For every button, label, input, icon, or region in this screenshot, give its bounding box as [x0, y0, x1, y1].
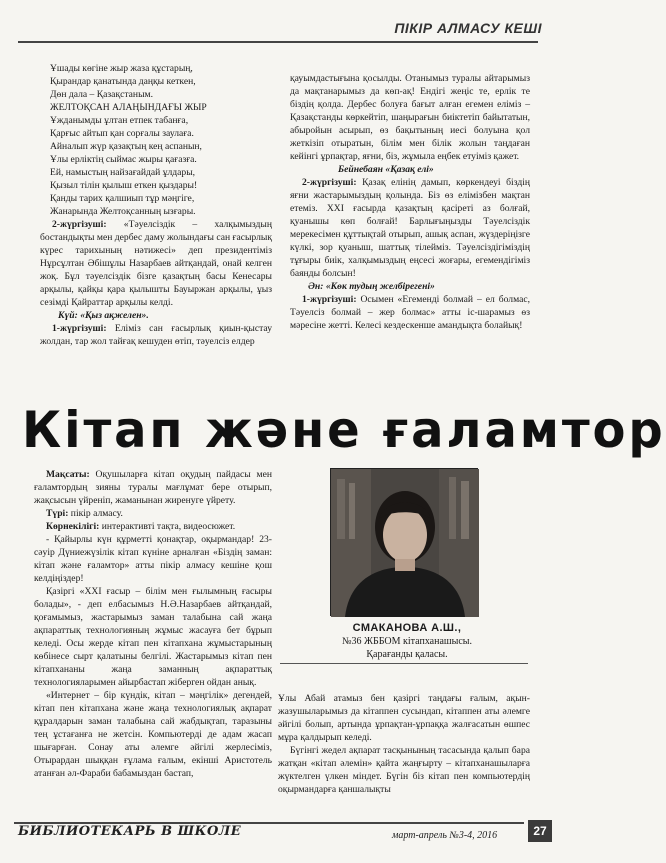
top-left-column — [40, 62, 272, 382]
paragraph-text: Қазақ елінің дамып, көркендеуі біздің яғни жастарымыздың қолында. Біз өз елімізбен мақтан етеміз. XXI ғасырда қазақтың қасіреті аз болғай, қуанышы көп болғай! Барлығыңызды Тәуелсіздік мерекесімен құттықтай отырып, ашық аспан, жүздеріңізге күлкі, зор қуаныш, шаттық тілейміз. Тәуелсіздігіміздің тұғыры биік, халқымыздың еңсесі жоғары, егемендігіміз баянды болсын! — [290, 177, 530, 279]
cue-label: Бейнебаян — [338, 164, 383, 175]
speaker-label: 1-жүргізуші: — [302, 294, 357, 305]
paragraph-text: «Тәуелсіздік – халқымыздың бостандықты мен дербес даму жолындағы сан ғасырлық күрес тарихының нәтижесі» деп президентіміз Нұрсұлтан Әбішұлы Назарбаев айтқандай, онай келген жоқ. Бұл тәуелсіздік бізге қазақтың басы Кенесары арқылы, қайқы қара қылышты Бауыржан арқылы, ұыз сезімді Қайраттар арқылы келді. — [40, 219, 272, 308]
cue-title: «Қазақ елі» — [383, 164, 434, 175]
author-city: Қарағанды қаласы. — [366, 649, 448, 660]
paragraph — [290, 293, 530, 332]
poem-line: Қызыл тілін қылыш еткен қыздары! — [50, 180, 198, 191]
paragraph — [290, 176, 530, 280]
poem-line: Ұжданымды ұлтан етпек табанға, — [50, 115, 189, 126]
author-position: №36 ЖББОМ кітапханашысы. — [342, 636, 472, 647]
poem-line: Жанарында Желтоқсанның ызғары. — [50, 206, 196, 217]
poem-line: Ұшады көгіне жыр жаза құстарың, — [50, 63, 193, 74]
aim-label: Мақсаты: — [46, 469, 90, 480]
paragraph — [40, 322, 272, 348]
author-caption — [292, 622, 522, 661]
poem-line: Қанды тарих қалшиып тұр мәңгіге, — [50, 193, 195, 204]
song-cue — [290, 280, 530, 293]
poem-line: Дөн дала – Қазақстаным. — [50, 89, 153, 100]
paragraph: Бүгінгі жедел ақпарат тасқынының тасасында қалып бара жатқан «кітап әлемін» қайта жаңғырту – кітапханашыларға жүктелген үлкен міндет. Бүгін біз кітап пен компьютердің оқырмандарға қаншалықты — [278, 745, 530, 795]
paragraph-text: Осымен «Егемендi болмай – ел болмас, Тәуелсіз болмай – жер болмас» атты іс-шарамыз өз мәресіне жетті. Келесі кездескенше амандықта болайық! — [290, 294, 530, 331]
speaker-label: 2-жүргізуші: — [52, 219, 107, 230]
paragraph-text: Еліміз сан ғасырлық қиын-қыстау жолдан, тар жол тайғақ кешуден өтіп, тәуелсіз елдер — [40, 323, 272, 347]
visual-label: Көрнекілігі: — [46, 521, 100, 532]
cue-title: «Қыз ақжелен». — [77, 310, 149, 321]
paragraph — [40, 218, 272, 309]
article-right-column — [278, 692, 530, 820]
author-photo — [330, 468, 478, 616]
poem-title: ЖЕЛТОҚСАН АЛАҢЫНДАҒЫ ЖЫР — [50, 102, 207, 113]
article-title: Кітап және ғаламтор — [22, 401, 666, 459]
type-text: пікір алмасу. — [68, 508, 123, 519]
poem-line: Қырандар қанатында даңқы кеткен, — [50, 76, 196, 87]
cue-label: Күй: — [58, 310, 78, 321]
article-left-column — [34, 468, 272, 820]
poem-line: Қарғыс айтып қан сорғалы заулаға. — [50, 128, 194, 139]
paragraph: «Интернет – бір күндік, кітап – мәңгілік» дегендей, кітап пен кітапхана және жаңа технологиялық ақпарат құралдарын заман талабына сай жабдықтап, таразыны тең ұстағанға не жетсін. Компьютерді де адам жасап шығарған. Сонау аты әлемге әйгілі жерлесіміз, Отырардан шыққан ғұлама ғалым, екінші Аристотель атанған әл-Фараби бабамыздан бастап, — [34, 690, 272, 779]
header-divider — [18, 41, 538, 43]
speaker-label: 1-жүргізуші: — [52, 323, 107, 334]
paragraph: Қазіргі «XXI ғасыр – білім мен ғылымның ғасыры болады», - деп елбасымыз Н.Ә.Назарбаев айтқандай, қоғамымыз, жастарымыз заман талабына сай жаңа ақпараттық технологияның жұмыс жасауға бет бұрып келеді. Осы жерде кітап пен кітапхана жұмыстарының көбінесе сырт қалатыны белгілі. Жастарымыз кітап пен кітапхананы жаңа заманның ақпараттық технологияларымен айырбастап жіберген ойдан анық. — [34, 586, 272, 688]
music-cue — [40, 309, 272, 322]
page-number: 27 — [528, 820, 552, 842]
visual-line — [34, 520, 272, 533]
poem-line: Айналып жүр қазақтың кең аспанын, — [50, 141, 202, 152]
aim-text: Оқушыларға кітап оқудың пайдасы мен ғаламтордың зияны туралы мағлұмат бере отырып, жақсысын үйреніп, жаманынан жиренуге үйрету. — [34, 469, 272, 506]
paragraph: Ұлы Абай атамыз бен қазіргі таңдағы ғалым, ақын-жазушыларымыз да кітаппен сусындап, кітаппен аты әлемге әйгілі болып, артында ұрпақтан-ұрпаққа жалғасатын өшпес мұра қалдырып келеді. — [278, 693, 530, 743]
paragraph: қауымдастығына қосылды. Отанымыз туралы айтарымыз да мақтанарымыз да көп-ақ! Ендігі жеңіс те, ерлік те біздің қолда. Дербес болуға бағыт алған егемен еліміз – Қазақстанды көркейтіп, шаңырағын биіктетіп байытатын, абыройын асырып, өз бақытының иесі болуына қол жеткізіп отыратын, білім мен білік жолын таңдаған кейінгі ұрпақтар, яғни, біз, жұмыла еңбек етуіміз қажет. — [290, 73, 530, 162]
type-line — [34, 507, 272, 520]
cue-label: Ән: — [308, 281, 324, 292]
portrait-image — [331, 469, 479, 617]
journal-name: БИБЛИОТЕКАРЬ В ШКОЛЕ — [18, 824, 242, 839]
aim-line — [34, 468, 272, 507]
top-right-column — [290, 72, 530, 382]
type-label: Түрі: — [46, 508, 69, 519]
section-title: ПІКІР АЛМАСУ КЕШІ — [394, 20, 542, 36]
visual-text: интерактивті тақта, видеосюжет. — [99, 521, 236, 532]
cue-title: «Көк тудың желбірегені» — [323, 281, 435, 292]
issue-info: март-апрель №3-4, 2016 — [392, 830, 498, 841]
speaker-label: 2-жүргізуші: — [302, 177, 357, 188]
caption-divider — [280, 663, 528, 664]
video-cue — [290, 163, 530, 176]
poem-line: Ей, намыстың найзағайдай ұлдары, — [50, 167, 196, 178]
poem-line: Ұлы ерліктің сыймас жыры қағазға. — [50, 154, 197, 165]
author-name: СМАКАНОВА А.Ш., — [352, 622, 462, 634]
paragraph: - Қайырлы күн құрметті қонақтар, оқырмандар! 23-сәуір Дүниежүзілік кітап күніне арналған «Біздің заман: кітап және ғаламтор» атты пікір алмасу кешіне қош келдіңіздер! — [34, 534, 272, 584]
